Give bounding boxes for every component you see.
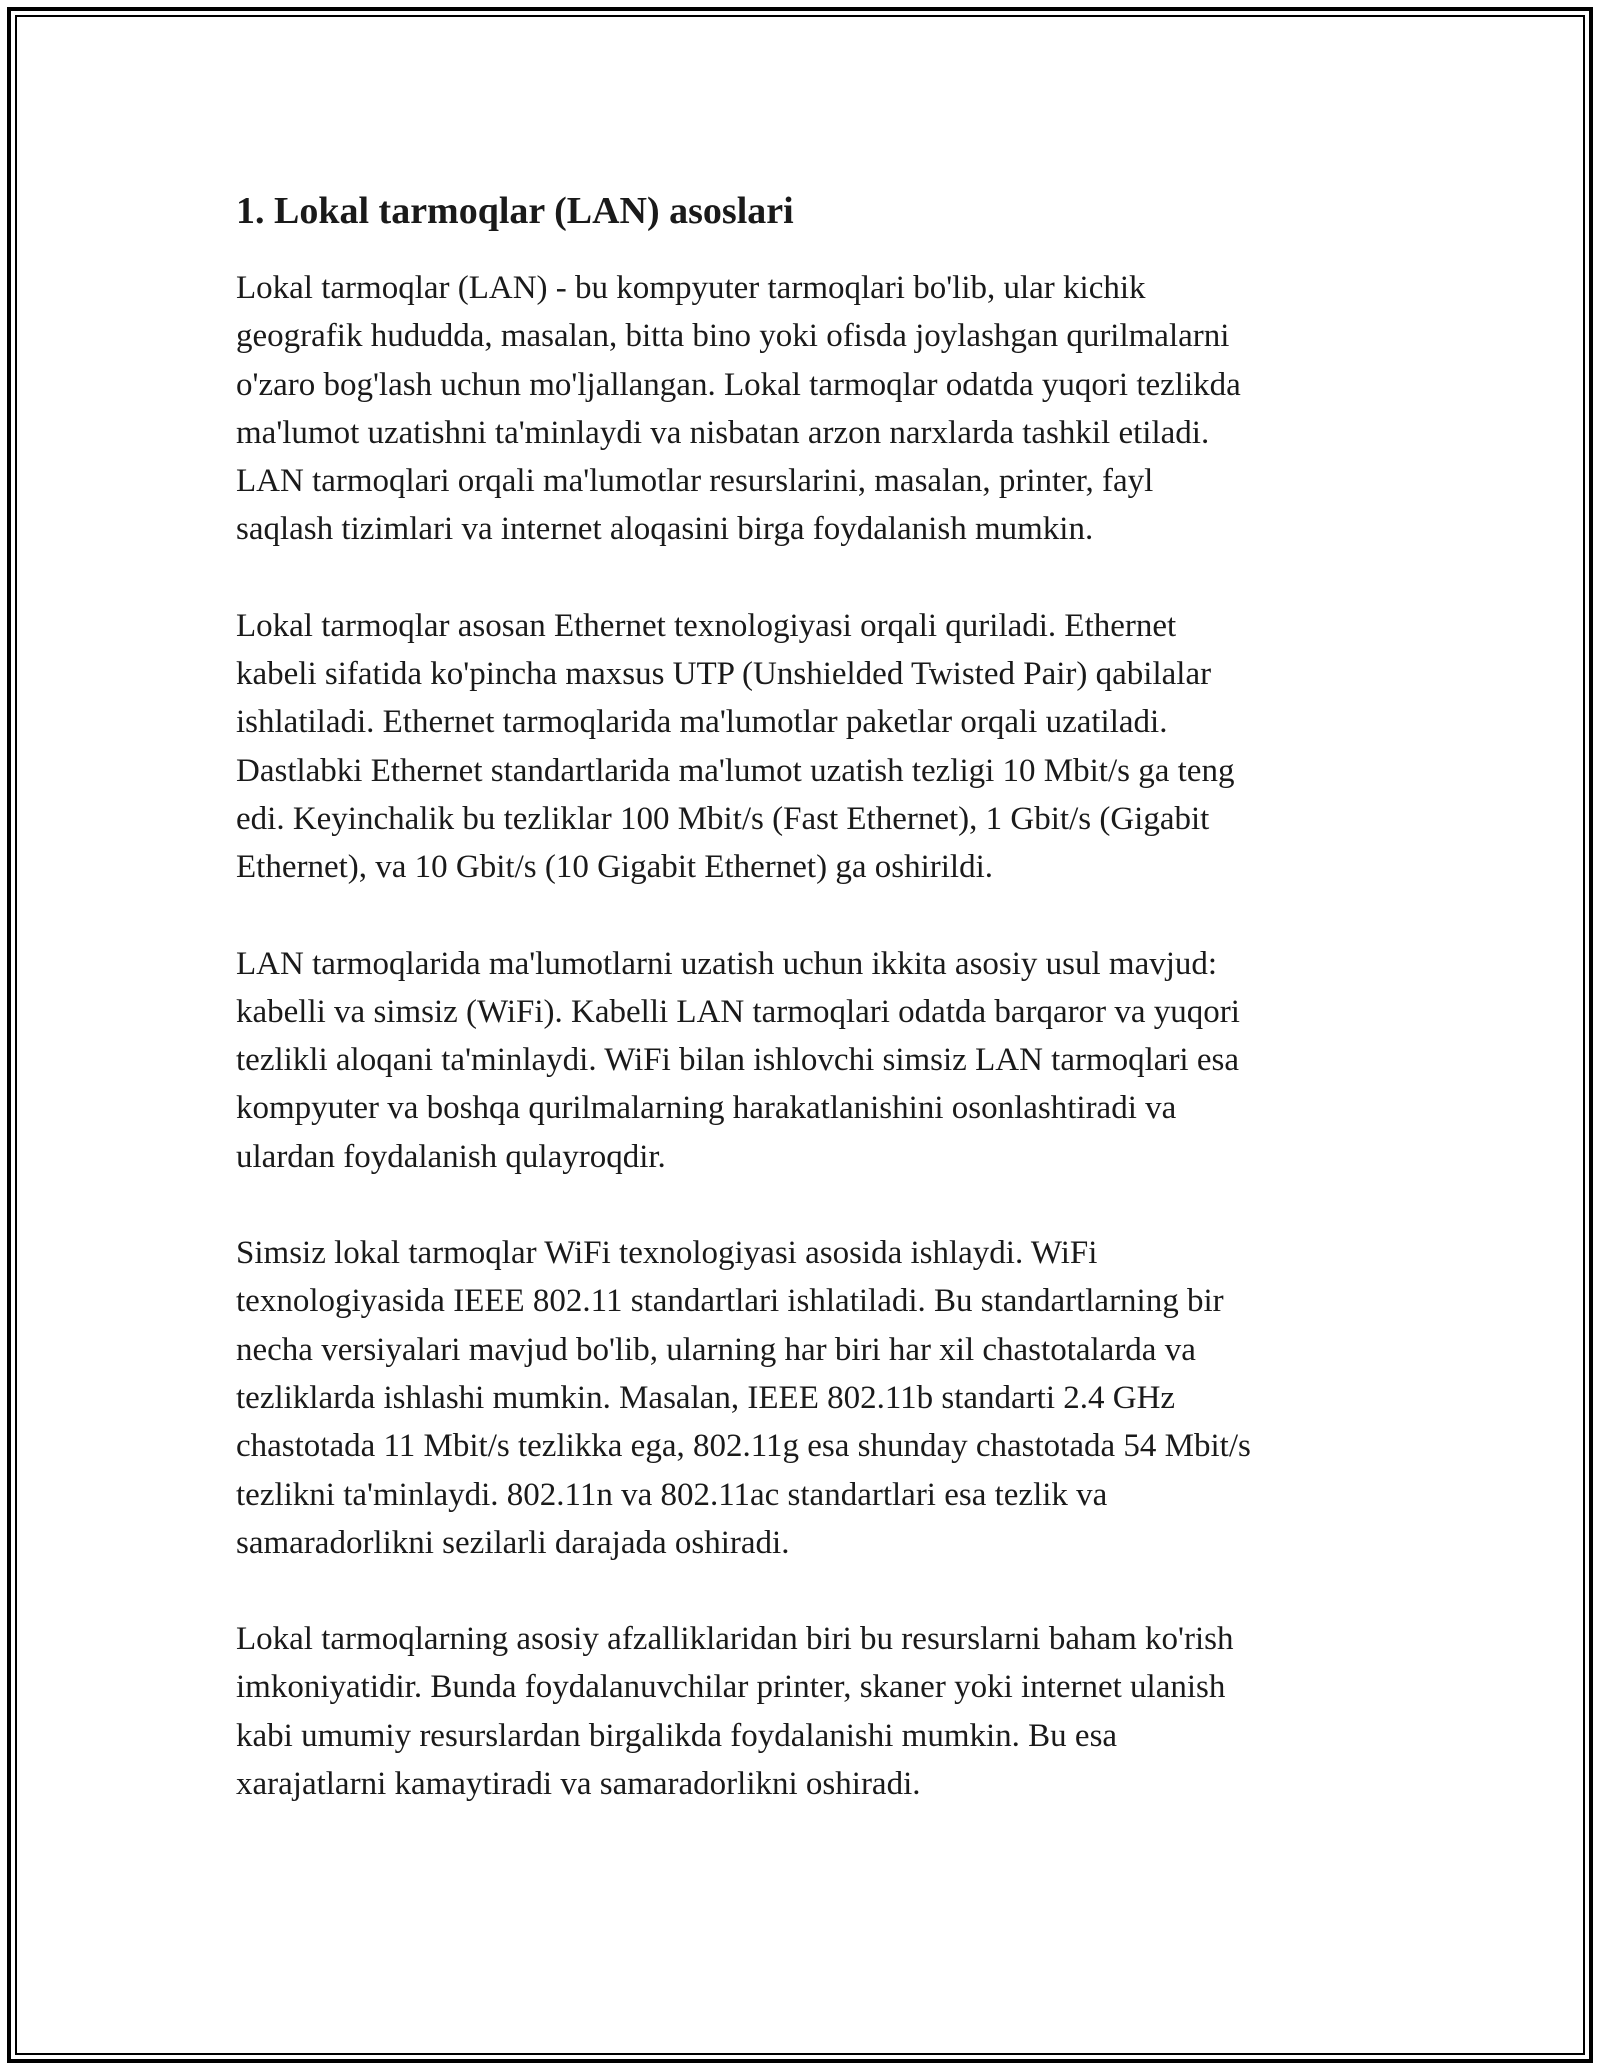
paragraph-line: kompyuter va boshqa qurilmalarning harakatlanishini osonlashtiradi va (236, 1090, 1177, 1127)
paragraph-line: Lokal tarmoqlar (LAN) - bu kompyuter tarmoqlari bo'lib, ular kichik (236, 270, 1146, 306)
paragraph-line: ulardan foydalanish qulayroqdir. (236, 1138, 666, 1175)
paragraph-line: necha versiyalari mavjud bo'lib, ularning har biri har xil chastotalarda va (236, 1331, 1196, 1368)
paragraph (236, 1615, 1376, 1808)
paragraph (236, 264, 1376, 554)
document-body (236, 186, 1376, 1856)
paragraph (236, 602, 1376, 892)
section-heading: 1. Lokal tarmoqlar (LAN) asoslari (236, 190, 794, 232)
paragraph-line: imkoniyatidir. Bunda foydalanuvchilar printer, skaner yoki internet ulanish (236, 1669, 1226, 1706)
paragraph-line: tezliklarda ishlashi mumkin. Masalan, IEEE 802.11b standarti 2.4 GHz (236, 1379, 1176, 1416)
paragraph-line: tezlikli aloqani ta'minlaydi. WiFi bilan ishlovchi simsiz LAN tarmoqlari esa (236, 1042, 1239, 1079)
paragraph-line: tezlikni ta'minlaydi. 802.11n va 802.11ac standartlari esa tezlik va (236, 1476, 1108, 1513)
paragraph (236, 940, 1376, 1181)
paragraph-line: LAN tarmoqlari orqali ma'lumotlar resurslarini, masalan, printer, fayl (236, 463, 1154, 500)
paragraph-line: xarajatlarni kamaytiradi va samaradorlikni oshiradi. (236, 1766, 921, 1803)
paragraph-line: Ethernet), va 10 Gbit/s (10 Gigabit Ethernet) ga oshirildi. (236, 849, 993, 886)
paragraph-line: ishlatiladi. Ethernet tarmoqlarida ma'lumotlar paketlar orqali uzatiladi. (236, 704, 1168, 741)
paragraph-line: samaradorlikni sezilarli darajada oshiradi. (236, 1524, 790, 1561)
paragraph-line: Lokal tarmoqlarning asosiy afzalliklaridan biri bu resurslarni baham ko'rish (236, 1621, 1234, 1658)
paragraph-list (236, 264, 1376, 1808)
paragraph-line: o'zaro bog'lash uchun mo'ljallangan. Lokal tarmoqlar odatda yuqori tezlikda (236, 366, 1241, 403)
paragraph-line: Lokal tarmoqlar asosan Ethernet texnologiyasi orqali quriladi. Ethernet (236, 607, 1177, 644)
paragraph-line: geografik hududda, masalan, bitta bino yoki ofisda joylashgan qurilmalarni (236, 318, 1230, 355)
paragraph-line: saqlash tizimlari va internet aloqasini birga foydalanish mumkin. (236, 511, 1094, 548)
paragraph-line: LAN tarmoqlarida ma'lumotlarni uzatish uchun ikkita asosiy usul mavjud: (236, 945, 1218, 982)
paragraph (236, 1229, 1376, 1567)
paragraph-line: Simsiz lokal tarmoqlar WiFi texnologiyasi asosida ishlaydi. WiFi (236, 1235, 1098, 1272)
paragraph-line: ma'lumot uzatishni ta'minlaydi va nisbatan arzon narxlarda tashkil etiladi. (236, 414, 1210, 451)
paragraph-line: chastotada 11 Mbit/s tezlikka ega, 802.11g esa shunday chastotada 54 Mbit/s (236, 1428, 1251, 1465)
paragraph-line: Dastlabki Ethernet standartlarida ma'lumot uzatish tezligi 10 Mbit/s ga teng (236, 752, 1235, 789)
paragraph-line: kabelli va simsiz (WiFi). Kabelli LAN tarmoqlari odatda barqaror va yuqori (236, 993, 1240, 1030)
paragraph-line: kabeli sifatida ko'pincha maxsus UTP (Unshielded Twisted Pair) qabilalar (236, 656, 1212, 693)
paragraph-line: texnologiyasida IEEE 802.11 standartlari ishlatiladi. Bu standartlarning bir (236, 1283, 1224, 1320)
paragraph-line: kabi umumiy resurslardan birgalikda foydalanishi mumkin. Bu esa (236, 1717, 1118, 1754)
paragraph-line: edi. Keyinchalik bu tezliklar 100 Mbit/s (Fast Ethernet), 1 Gbit/s (Gigabit (236, 800, 1210, 837)
